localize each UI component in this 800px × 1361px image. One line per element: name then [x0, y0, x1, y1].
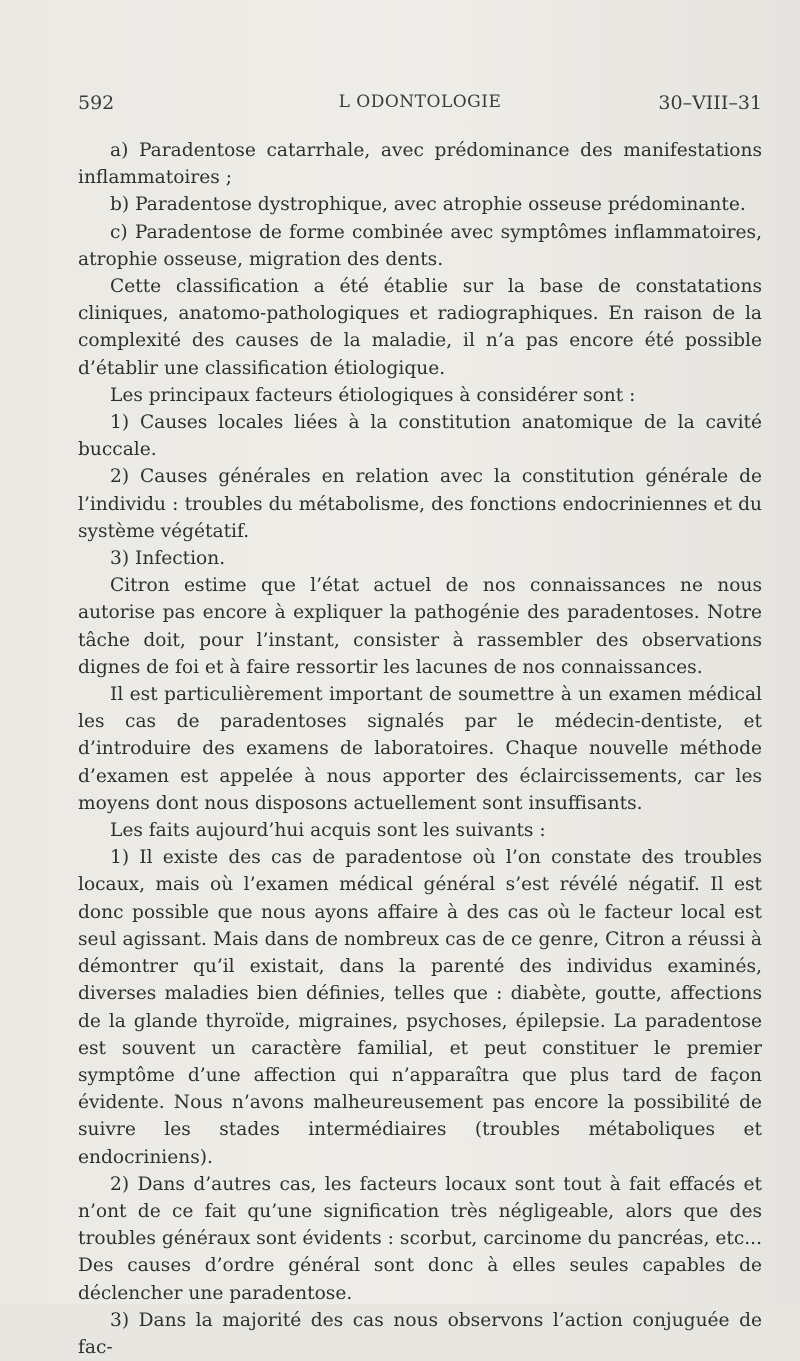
paragraph: b) Paradentose dystrophique, avec atrophie osseuse prédominante. [110, 194, 746, 216]
paragraph: 3) Infection. [110, 548, 226, 570]
paragraph: 1) Il existe des cas de paradentose où l’on constate des troubles locaux, mais où l’examen médical général s’est révélé négatif. Il est donc possible que nous ayons affaire à des cas où le facteur local est seul agissant. Mais dans de nombreux cas de ce genre, Citron a réussi à démontrer qu’il existait, dans la parenté des individus examinés, diverses maladies bien définies, telles que : diabète, goutte, affections de la glande thyroïde, migraines, psychoses, épilepsie. La paradentose est souvent un caractère familial, et peut constituer le premier symptôme d’une affection qui n’apparaîtra que plus tard de façon évidente. Nous n’avons malheureusement pas encore la possibilité de suivre les stades intermédiaires (troubles métaboliques et endocriniens). [78, 847, 762, 1168]
paragraph: 3) Dans la majorité des cas nous observons l’action conjuguée de fac- [78, 1309, 762, 1358]
paragraph: c) Paradentose de forme combinée avec symptômes inflammatoires, atrophie osseuse, migration des dents. [78, 221, 762, 270]
paragraph: Les principaux facteurs étiologiques à considérer sont : [110, 384, 636, 406]
paragraph: 2) Causes générales en relation avec la constitution générale de l’individu : troubles du métabolisme, des fonctions endocriniennes et du système végétatif. [78, 466, 762, 542]
paragraph: 2) Dans d’autres cas, les facteurs locaux sont tout à fait effacés et n’ont de ce fait qu’une signification très négligeable, alors que des troubles généraux sont évidents : scorbut, carcinome du pancréas, etc... Des causes d’ordre général sont donc à elles seules capables de déclencher une paradentose. [78, 1173, 762, 1304]
paragraph: Cette classification a été établie sur la base de constatations cliniques, anatomo-pathologiques et radiographiques. En raison de la complexité des causes de la maladie, il n’a pas encore été possible d’établir une classification étiologique. [78, 276, 762, 379]
issue-date: 30–VIII–31 [658, 92, 762, 114]
page-number: 592 [78, 92, 115, 114]
paragraph: a) Paradentose catarrhale, avec prédominance des manifestations inflammatoires ; [78, 140, 762, 189]
running-header [78, 92, 762, 122]
paragraph: Il est particulièrement important de soumettre à un examen médical les cas de paradentoses signalés par le médecin-dentiste, et d’introduire des examens de laboratoires. Chaque nouvelle méthode d’examen est appelée à nous apporter des éclaircissements, car les moyens dont nous disposons actuellement sont insuffisants. [78, 684, 762, 814]
paragraph: Les faits aujourd’hui acquis sont les suivants : [110, 820, 546, 842]
journal-title: L ODONTOLOGIE [338, 92, 502, 112]
paragraph: Citron estime que l’état actuel de nos connaissances ne nous autorise pas encore à expliquer la pathogénie des paradentoses. Notre tâche doit, pour l’instant, consister à rassembler des observations dignes de foi et à faire ressortir les lacunes de nos connaissances. [78, 575, 762, 678]
body-text [78, 137, 762, 1361]
paragraph: 1) Causes locales liées à la constitution anatomique de la cavité buccale. [78, 412, 762, 461]
